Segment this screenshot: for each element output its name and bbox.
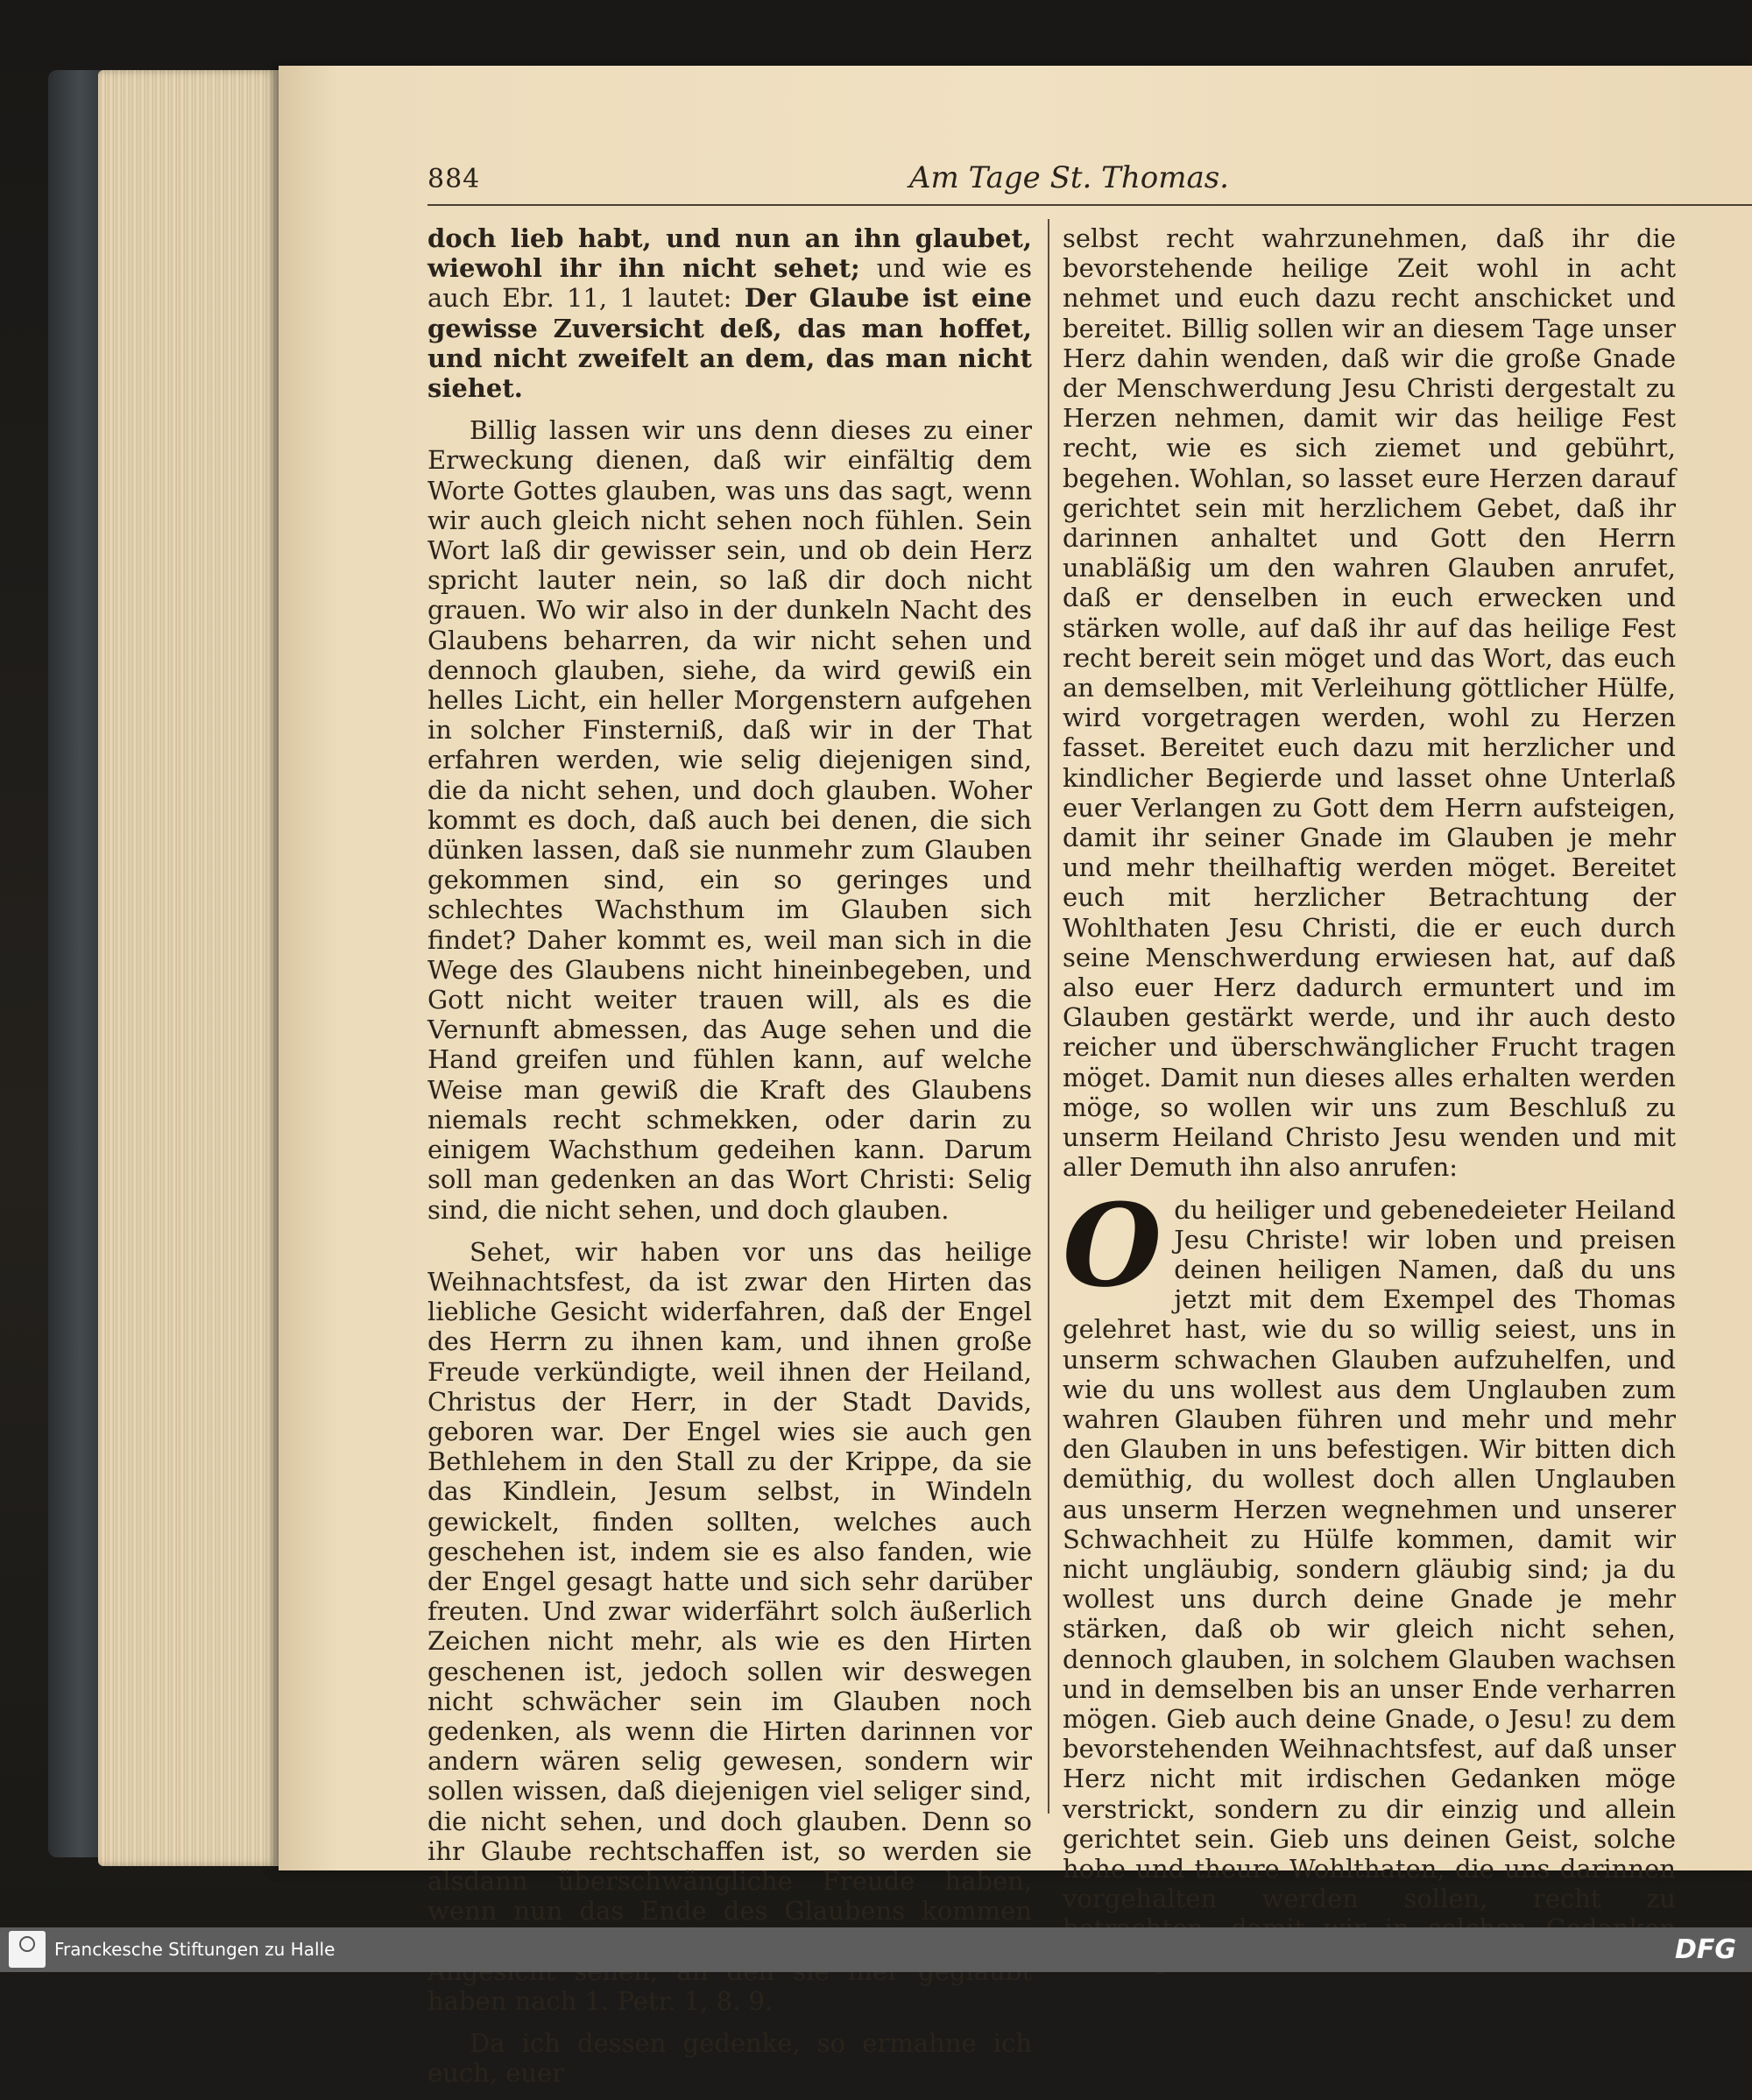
prayer-text: du heiliger und gebenedeieter Heiland Jesu Christe! wir loben und preisen deinen heiligen Namen, daß du uns jetzt mit dem Exempel des Thomas gelehret hast, wie du so willig seiest, uns in unserm schwachen Glauben aufzuhelfen, und wie du uns wollest aus dem Unglauben zum wahren Glauben führen und mehr und mehr den Glauben in uns befestigen. Wir bitten dich demüthig, du wollest doch allen Unglauben aus unserm Herzen wegnehmen und unserer Schwachheit zu Hülfe kommen, damit wir nicht ungläubig, sondern gläubig sind; ja du wollest uns durch deine Gnade je mehr stärken, daß ob wir gleich nicht sehen, dennoch glauben, in solchem Glauben wachsen und in demselben bis an unser Ende verharren mögen. Gieb auch deine Gnade, o Jesu! zu dem bevorstehenden Weihnachtsfest, auf daß unser Herz nicht mit irdischen Gedanken möge verstrickt, sondern zu dir einzig und allein gerichtet sein. Gieb uns deinen Geist, solche hohe und theure Wohlthaten, die uns darinnen vorgehalten werden sollen, recht zu [1063, 1194, 1676, 1914]
dfg-logo: DFG [1674, 1934, 1736, 1965]
left-column [427, 223, 1032, 2100]
page-number: 884 [427, 164, 481, 194]
right-column [1063, 223, 1676, 1986]
right-paragraph-1: selbst recht wahrzunehmen, daß ihr die bevorstehende heilige Zeit wohl in acht nehmet und euch dazu recht anschicket und bereitet. Billig sollen wir an diesem Tage unser Herz dahin wenden, daß wir die große Gnade der Menschwerdung Jesu Christi dergestalt zu Herzen nehmen, damit wir das heilige Fest recht, wie es sich ziemet und gebührt, begehen. Wohlan, so lasset eure Herzen darauf gerichtet sein mit herzlichem Gebet, daß ihr darinnen anhaltet und Gott den Herrn unabläßig um den wahren Glauben anrufet, daß er denselben in euch erwecken und stärken wolle, auf daß ihr auf das heilige Fest recht bereit sein möget und das Wort, das euch an demselben, mit Verleihung göttlicher Hülfe, wird vorgetragen werden, wohl zu Herzen fasset. Bereitet euch dazu mit herzlicher und kindlicher Begierde und lasset ohne Unterlaß euer Verlangen zu Gott dem Herrn aufsteigen, damit ihr seiner Gnade im Glauben je mehr und mehr theilhaftig werden möget. Bereitet euch mit herzlicher Betrachtung der Wohlthaten Jesu Christi, die er euch durch seine Menschwerdung erwiesen hat, auf daß also euer Herz dadurch ermuntert und im Glauben gestärkt werde, und ihr auch desto reicher und überschwänglicher Frucht tragen möget. Damit nun dieses alles erhalten werden möge, so wollen wir uns zum Beschluß zu unserm Heiland Christo Jesu wenden und mit aller Demuth ihn also anrufen: [1063, 223, 1676, 1183]
header-rule [427, 204, 1752, 206]
page-edges [98, 70, 280, 1866]
bold-quote-a: doch lieb habt, und nun an ihn glaubet, wiewohl ihr ihn nicht sehet; [427, 223, 1032, 284]
viewer-footer [0, 1927, 1752, 1972]
left-paragraph-3: Sehet, wir haben vor uns das heilige Weihnachtsfest, da ist zwar den Hirten das liebliche Gesicht widerfahren, daß der Engel des Herrn zu ihnen kam, und ihnen große Freude verkündigte, weil ihnen der Heiland, Christus der Herr, in der Stadt Davids, geboren war. Der Engel wies sie auch gen Bethlehem in den Stall zu der Krippe, da sie das Kindlein, Jesum selbst, in Windeln gewickelt, finden sollten, welches auch geschehen ist, indem sie es also fanden, wie der Engel gesagt hatte und sich sehr darüber freuten. Und zwar widerfährt solch äußerlich Zeichen nicht mehr, als wie es den Hirten geschenen ist, jedoch sollen wir deswegen nicht schwächer sein im Glauben noch gedenken, als wenn die Hirten darinnen vor andern wären selig gewesen, sondern wir sollen wissen, daß diejenigen viel seliger sind, die nicht sehen, und doch glauben. Denn so ihr Glaube rechtschaffen ist, so werden sie alsdann überschwängliche Freude haben, wenn nun das Ende des Glaubens kommen haben nach 1. Petr. 1, 8. 9. [427, 1236, 1032, 2016]
institution-name[interactable]: Franckesche Stiftungen zu Halle [54, 1939, 336, 1960]
running-head: Am Tage St. Thomas. [909, 160, 1229, 195]
left-paragraph-1 [427, 223, 1032, 403]
institution-logo-icon [9, 1931, 46, 1968]
bold-quote-b: Der Glaube ist eine gewisse Zuversicht deß, das man hoffet, und nicht zweifelt an dem, das man nicht siehet. [427, 283, 1032, 404]
prayer-paragraph [1063, 1177, 1676, 1974]
left-paragraph-4: Da ich dessen gedenke, so ermahne ich euch, euer [427, 2027, 1032, 2089]
left-paragraph-2: Billig lassen wir uns denn dieses zu einer Erweckung dienen, daß wir einfältig dem Worte Gottes glauben, was uns das sagt, wenn wir auch gleich nicht sehen noch fühlen. Sein Wort laß dir gewisser sein, und ob dein Herz spricht lauter nein, so laß dir doch nicht grauen. Wo wir also in der dunkeln Nacht des Glaubens beharren, da wir nicht sehen und dennoch glauben, siehe, da wird gewiß ein helles Licht, ein heller Morgenstern aufgehen in solcher Finsterniß, daß wir in der That erfahren werden, wie selig diejenigen sind, die da nicht sehen, und doch glauben. Woher kommt es doch, daß auch bei denen, die sich dünken lassen, daß sie nunmehr zum Glauben gekommen sind, ein so geringes und schlechtes Wachsthum im Glauben sich findet? Daher kommt es, weil man sich in die Wege des Glaubens nicht hineinbegeben, und Gott nicht weiter trauen will, als es die Vernunft abmessen, das Auge sehen und die Hand greifen und fühlen kann, auf welche Weise man gewiß die Kraft des Glaubens niemals recht schmekken, oder darin zu einigem Wachsthum gedeihen kann. Darum soll man gedenken an das Wort Christi: Selig sind, die nicht sehen, und doch glauben. [427, 415, 1032, 1225]
drop-cap: O [1063, 1177, 1162, 1312]
plain-text: und wie es auch Ebr. 11, 1 lautet: [427, 253, 1032, 314]
column-divider [1048, 219, 1049, 1814]
